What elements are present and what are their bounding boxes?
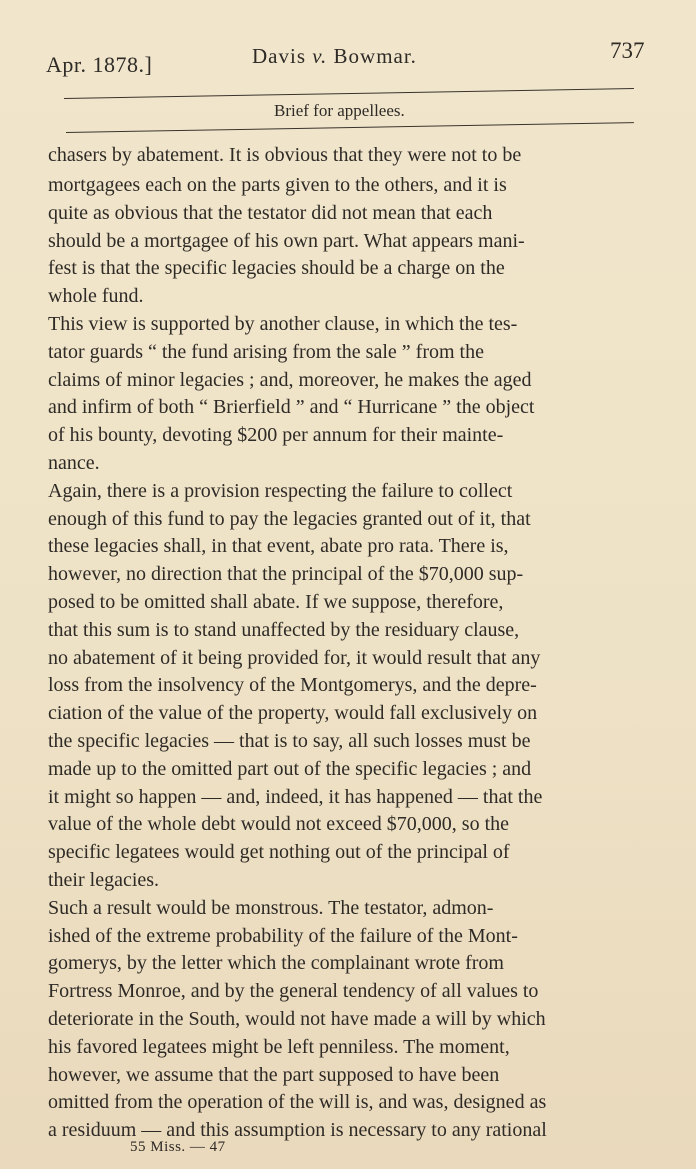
text-line: their legacies. bbox=[48, 868, 160, 891]
text-line: loss from the insolvency of the Montgomerys, and the depre- bbox=[48, 674, 537, 697]
header-rule-top bbox=[64, 88, 634, 99]
text-line: Again, there is a provision respecting the failure to collect bbox=[48, 479, 513, 502]
text-line: This view is supported by another clause, in which the tes- bbox=[48, 312, 518, 335]
text-line: chasers by abatement. It is obvious that they were not to be bbox=[48, 144, 522, 166]
title-versus: v. bbox=[312, 44, 328, 68]
text-line: gomerys, by the letter which the complainant wrote from bbox=[48, 952, 504, 975]
text-line: omitted from the operation of the will is, and was, designed as bbox=[48, 1091, 547, 1114]
text-line: whole fund. bbox=[48, 285, 144, 308]
signature-mark: 55 Miss. — 47 bbox=[130, 1139, 226, 1155]
text-line: these legacies shall, in that event, abate pro rata. There is, bbox=[48, 535, 509, 558]
text-line: however, we assume that the part supposed to have been bbox=[48, 1063, 500, 1086]
text-line: deteriorate in the South, would not have made a will by which bbox=[48, 1007, 546, 1030]
text-line: nance. bbox=[48, 451, 100, 474]
text-line: should be a mortgagee of his own part. What appears mani- bbox=[48, 229, 525, 252]
text-line: fest is that the specific legacies should be a charge on the bbox=[48, 257, 505, 280]
body-text bbox=[48, 138, 658, 1145]
text-line: however, no direction that the principal of the $70,000 sup- bbox=[48, 563, 524, 586]
header-rule-bottom bbox=[66, 122, 634, 133]
text-line: made up to the omitted part out of the specific legacies ; and bbox=[48, 757, 532, 780]
text-line: value of the whole debt would not exceed $70,000, so the bbox=[48, 813, 509, 836]
text-line: the specific legacies — that is to say, all such losses must be bbox=[48, 729, 531, 752]
page-number: 737 bbox=[610, 38, 645, 63]
text-line: mortgagees each on the parts given to the others, and it is bbox=[48, 174, 507, 196]
text-line: ciation of the value of the property, would fall exclusively on bbox=[48, 702, 538, 725]
text-line: of his bounty, devoting $200 per annum for their mainte- bbox=[48, 424, 504, 447]
title-defendant: Bowmar. bbox=[333, 44, 417, 68]
header-date: Apr. 1878.] bbox=[46, 52, 153, 77]
text-line: enough of this fund to pay the legacies granted out of it, that bbox=[48, 507, 531, 530]
title-plaintiff: Davis bbox=[252, 44, 306, 68]
text-line: tator guards “ the fund arising from the sale ” from the bbox=[48, 340, 484, 363]
text-line: quite as obvious that the testator did not mean that each bbox=[48, 201, 493, 224]
text-line: ished of the extreme probability of the failure of the Mont- bbox=[48, 924, 518, 947]
text-line: Fortress Monroe, and by the general tendency of all values to bbox=[48, 980, 539, 1003]
text-line: it might so happen — and, indeed, it has happened — that the bbox=[48, 785, 543, 808]
text-line: no abatement of it being provided for, it would result that any bbox=[48, 646, 541, 669]
text-line: claims of minor legacies ; and, moreover, he makes the aged bbox=[48, 368, 532, 391]
text-line: Such a result would be monstrous. The testator, admon- bbox=[48, 896, 494, 919]
text-line: that this sum is to stand unaffected by the residuary clause, bbox=[48, 618, 520, 641]
section-subheader: Brief for appellees. bbox=[274, 101, 405, 120]
text-line: specific legatees would get nothing out of the principal of bbox=[48, 841, 510, 864]
text-line: and infirm of both “ Brierfield ” and “ Hurricane ” the object bbox=[48, 396, 535, 419]
text-line: a residuum — and this assumption is necessary to any rational bbox=[48, 1119, 547, 1142]
text-line: his favored legatees might be left penniless. The moment, bbox=[48, 1035, 510, 1058]
text-line: posed to be omitted shall abate. If we suppose, therefore, bbox=[48, 590, 504, 613]
running-title bbox=[252, 44, 417, 69]
